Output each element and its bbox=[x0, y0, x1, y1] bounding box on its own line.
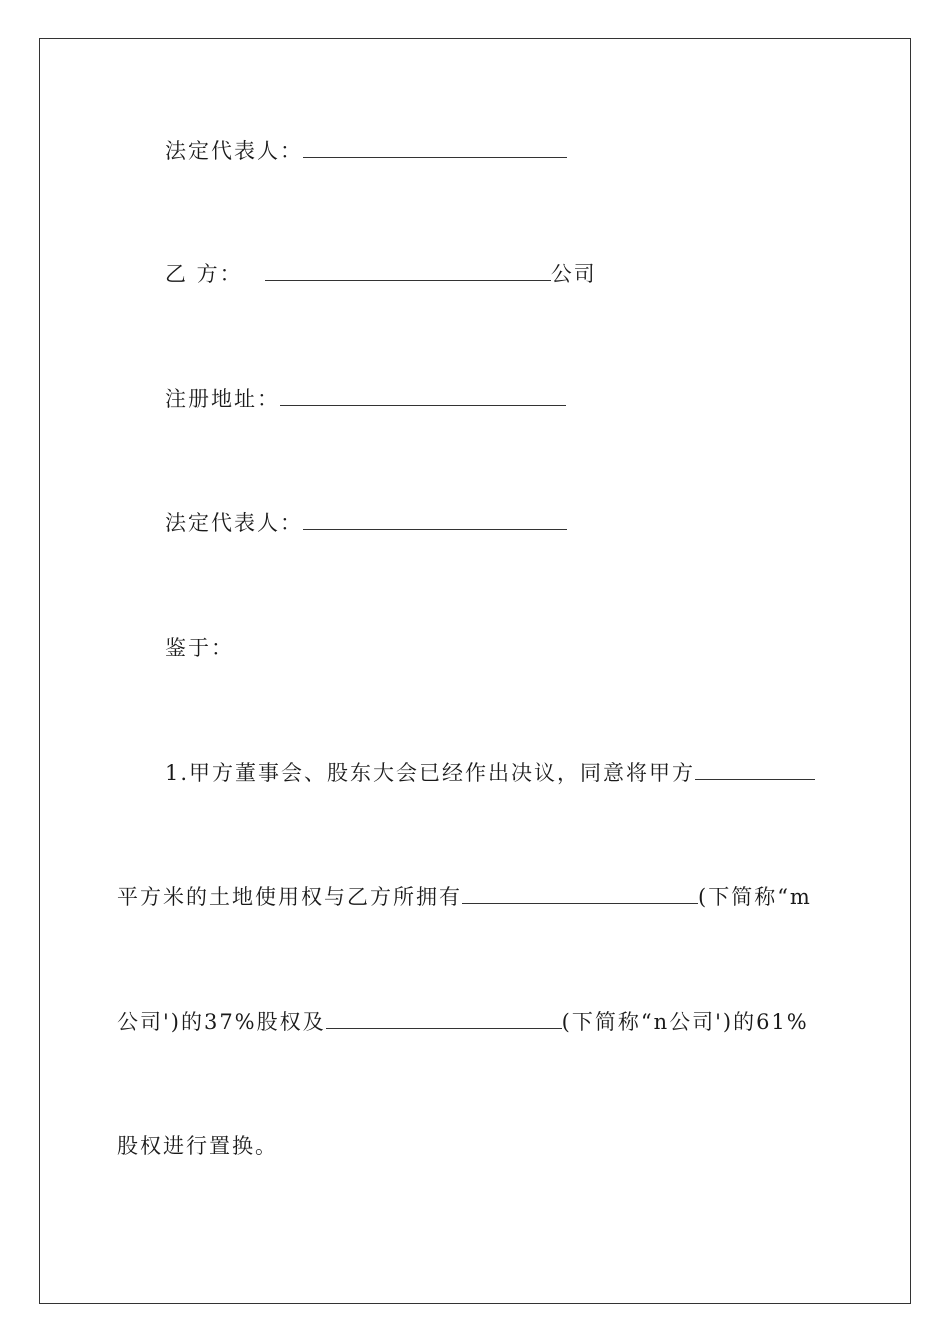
legal-representative-label: 法定代表人： bbox=[165, 139, 303, 163]
clause-1-text: 平方米的土地使用权与乙方所拥有 bbox=[117, 885, 462, 909]
legal-representative-blank[interactable] bbox=[303, 139, 567, 158]
legal-representative-line-1 bbox=[165, 138, 567, 164]
clause-1-text: (下简称“m bbox=[698, 885, 812, 909]
clause-1-line-3 bbox=[117, 1009, 809, 1035]
page-border bbox=[39, 38, 911, 1304]
whereas-heading: 鉴于： bbox=[165, 636, 234, 660]
clause-1-text: 1.甲方董事会、股东大会已经作出决议，同意将甲方 bbox=[165, 761, 696, 785]
clause-1-line-1 bbox=[165, 760, 815, 786]
legal-representative-label: 法定代表人： bbox=[165, 511, 303, 535]
land-area-blank[interactable] bbox=[695, 761, 815, 780]
party-b-suffix: 公司 bbox=[550, 262, 597, 286]
registered-address-line bbox=[165, 386, 566, 412]
party-b-company-blank[interactable] bbox=[265, 262, 551, 281]
legal-representative-line-2 bbox=[165, 510, 567, 536]
party-b-line bbox=[165, 261, 597, 287]
legal-representative-blank[interactable] bbox=[303, 511, 567, 530]
clause-1-line-2 bbox=[117, 884, 812, 910]
company-n-blank[interactable] bbox=[326, 1010, 562, 1029]
registered-address-label: 注册地址： bbox=[165, 387, 280, 411]
party-b-label: 乙 方： bbox=[165, 262, 243, 286]
registered-address-blank[interactable] bbox=[280, 387, 566, 406]
company-m-blank[interactable] bbox=[462, 885, 698, 904]
clause-1-line-4: 股权进行置换。 bbox=[117, 1134, 278, 1158]
clause-1-text: 公司')的37%股权及 bbox=[117, 1010, 326, 1034]
clause-1-text: (下简称“n公司')的61% bbox=[561, 1010, 809, 1034]
